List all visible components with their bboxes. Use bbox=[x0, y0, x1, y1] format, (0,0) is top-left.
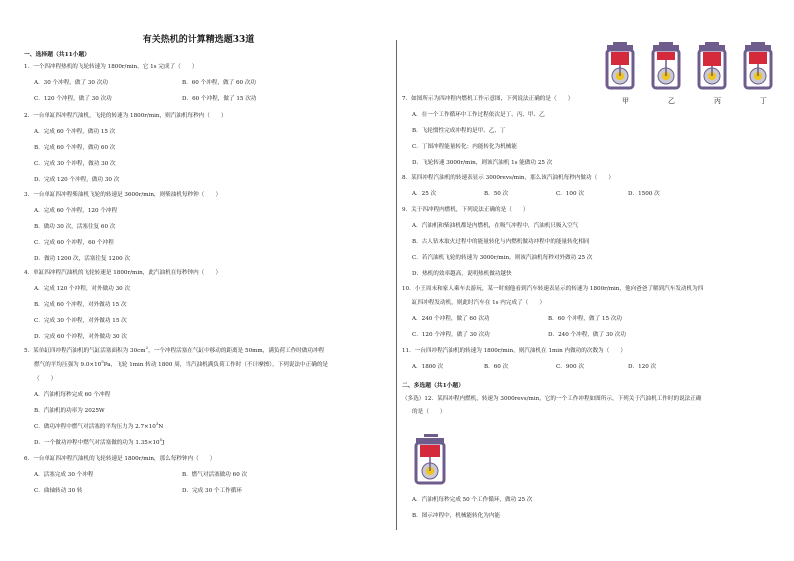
option-a: A．活塞完成 30 个冲程 bbox=[34, 472, 94, 478]
figure-label-bing: 丙 bbox=[714, 97, 721, 105]
option-c: C．完成 30 个冲程，做功 30 次 bbox=[34, 161, 116, 167]
figure-label-jia: 甲 bbox=[622, 97, 629, 105]
figure-label-ding: 丁 bbox=[760, 97, 767, 105]
engine-diagram-ding bbox=[745, 42, 771, 88]
option-c: C．完成 30 个冲程，对外做功 15 次 bbox=[34, 318, 127, 324]
option-a: A．完成 60 个冲程，做功 15 次 bbox=[34, 129, 116, 135]
question-stem: 1．一个四冲程热机的飞轮转速为 1800r/min，它 1s 完成了（ ） bbox=[24, 64, 198, 70]
option-c: C．若汽油机飞轮的转速为 3000r/min，则该汽油机每秒对外做功 25 次 bbox=[412, 255, 593, 261]
figure-label-yi: 乙 bbox=[668, 97, 675, 105]
option-b: B．50 次 bbox=[484, 191, 509, 197]
option-c: C．120 个冲程，做了 30 次功 bbox=[412, 332, 490, 338]
option-d: D．一个做功冲程中燃气对活塞做的功为 $1.35\times 10^5J$ bbox=[34, 437, 165, 446]
option-d: D．飞轮转速 3000r/min，则该汽油机 1s 能做功 25 次 bbox=[412, 160, 553, 166]
option-d: D．1500 次 bbox=[628, 191, 660, 197]
option-c: C．做功冲程中燃气对活塞的平均压力为 $2.7\times 10^3N$ bbox=[34, 421, 164, 430]
question-stem-line2: 的是（ ） bbox=[412, 409, 446, 415]
question-stem: 9．关于四冲程内燃机，下列说法正确的是（ ） bbox=[402, 207, 529, 213]
engine-stroke-figure bbox=[412, 434, 448, 490]
option-c: C．100 次 bbox=[556, 191, 584, 197]
option-a: A．汽油机每秒完成 50 个工作循环，做功 25 次 bbox=[412, 497, 533, 503]
question-stem-line3: （ ） bbox=[34, 376, 57, 382]
option-b: B．完成 60 个冲程，对外做功 15 次 bbox=[34, 302, 127, 308]
option-d: D．完成 120 个冲程，做功 30 次 bbox=[34, 177, 120, 183]
question-stem-line2: 缸四冲程发动机，则此时汽车在 1s 内完成了（ ） bbox=[412, 300, 546, 306]
option-b: B．汽油机的功率为 2025W bbox=[34, 408, 105, 414]
section-heading-multi: 二、多选题（共1小题） bbox=[402, 383, 465, 389]
question-stem: （多选）12．某四冲程内燃机，转速为 3000revs/min，它的一个工作冲程如图所示，下列关于汽油机工作时的说法正确 bbox=[402, 396, 702, 402]
question-stem-line2: 燃气的平均压强为 $9.0\times 10^5Pa$，飞轮 1min 转动 1800 周，当汽油机满负荷工作时（不计摩擦），下列说法中正确的是 bbox=[34, 359, 329, 368]
option-a: A．240 个冲程，做了 60 次功 bbox=[412, 316, 490, 322]
option-b: B．60 次 bbox=[484, 364, 509, 370]
option-b: B．图示冲程中，机械能转化为内能 bbox=[412, 513, 501, 519]
question-stem: 4．单缸四冲程汽油机的飞轮转速是 1800r/min，此汽油机在每秒钟内（ ） bbox=[24, 270, 222, 276]
option-d: D．完成 30 个工作循环 bbox=[182, 488, 242, 494]
option-b: B．燃气对活塞做功 60 次 bbox=[182, 472, 248, 478]
option-d: D．60 个冲程，做了 15 次功 bbox=[182, 96, 257, 102]
option-a: A．完成 60 个冲程，120 个冲程 bbox=[34, 208, 118, 214]
option-d: D．做功 1200 次，活塞往复 1200 次 bbox=[34, 256, 131, 262]
option-d: D．120 次 bbox=[628, 364, 657, 370]
option-a: A．汽油机每秒完成 60 个冲程 bbox=[34, 392, 111, 398]
question-stem: 7．如图所示为四冲程内燃机工作示意图，下列说法正确的是（ ） bbox=[402, 96, 574, 102]
option-d: D．热机的效率越高，说明热机做功越快 bbox=[412, 271, 512, 277]
page-title: 有关热机的计算精选题33道 bbox=[142, 35, 255, 45]
option-b: B．60 个冲程，做了 15 次功 bbox=[548, 316, 623, 322]
option-c: C．900 次 bbox=[556, 364, 584, 370]
option-c: C．120 个冲程，做了 30 次功 bbox=[34, 96, 112, 102]
four-stroke-engine-figure bbox=[604, 38, 776, 96]
column-divider bbox=[396, 40, 397, 530]
option-b: B．古人钻木取火过程中的能量转化与内燃机做功冲程中的能量转化相同 bbox=[412, 239, 590, 245]
question-stem: 11．一台四冲程汽油机的转速为 1800r/min，则汽油机在 1min 内做功的次数为（ ） bbox=[402, 348, 627, 354]
option-a: A．25 次 bbox=[412, 191, 437, 197]
option-d: D．完成 60 个冲程，对外做功 30 次 bbox=[34, 334, 127, 340]
option-a: A．30 个冲程，做了 30 次功 bbox=[34, 80, 108, 86]
option-c: C．曲轴转动 30 转 bbox=[34, 488, 83, 494]
option-a: A．在一个工作循环中工作过程依次是丁、丙、甲、乙 bbox=[412, 112, 545, 118]
engine-diagram-yi bbox=[653, 42, 679, 88]
option-a: A．完成 120 个冲程，对外做功 30 次 bbox=[34, 286, 131, 292]
question-stem: 3．一台单缸四冲程柴油机飞轮的转速是 3600r/min，则柴油机每秒钟（ ） bbox=[24, 192, 222, 198]
engine-diagram-bing bbox=[699, 42, 725, 88]
option-d: D．240 个冲程，做了 30 次功 bbox=[548, 332, 626, 338]
option-a: A．1800 次 bbox=[412, 364, 444, 370]
option-a: A．汽油机和柴油机都是内燃机，在吸气冲程中，汽油机只吸入空气 bbox=[412, 223, 579, 229]
question-stem: 10．小王周末和家人乘车去游玩，某一时刻他看到汽车转速表显示的转速为 1800r/min，他向爸爸了解到汽车发动机为四 bbox=[402, 286, 704, 292]
option-b: B．60 个冲程，做了 60 次功 bbox=[182, 80, 257, 86]
option-b: B．完成 60 个冲程，做功 60 次 bbox=[34, 145, 116, 151]
option-b: B．做功 30 次，活塞往复 60 次 bbox=[34, 224, 116, 230]
engine-diagram-jia bbox=[607, 42, 633, 88]
question-stem: 2．一台单缸四冲程汽油机，飞轮的转速为 1800r/min，则汽油机每秒内（ ） bbox=[24, 113, 227, 119]
question-stem: 6．一台单缸四冲程汽油机的飞轮转速是 1800r/min，那么每秒钟内（ ） bbox=[24, 456, 216, 462]
option-c: C．完成 60 个冲程，60 个冲程 bbox=[34, 240, 114, 246]
question-stem: 8．某四冲程汽油机的转速表显示 3000revs/min，那么该汽油机每秒内做功（ ） bbox=[402, 175, 614, 181]
option-b: B．飞轮惯性完成冲程的是甲、乙、丁 bbox=[412, 128, 506, 134]
question-stem: 5．某单缸四冲程汽油机的气缸活塞面积为 $30cm^2$，一个冲程活塞在气缸中移动的距离是 50mm，满负荷工作时做功冲程 bbox=[24, 345, 325, 354]
option-c: C．丁图冲程能量转化：内能转化为机械能 bbox=[412, 144, 517, 150]
section-heading-choice: 一、选择题（共11小题） bbox=[24, 52, 91, 58]
